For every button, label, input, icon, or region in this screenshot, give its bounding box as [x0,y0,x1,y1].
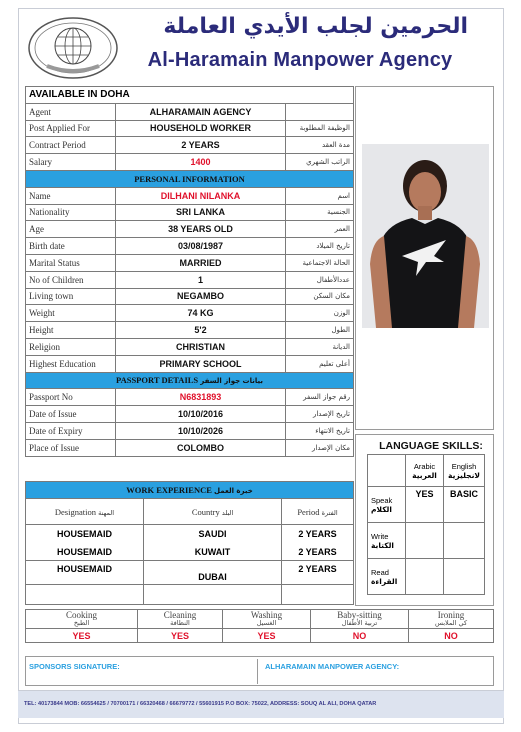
field-label-ar: الديانة [286,338,354,355]
passport-title-en: PASSPORT DETAILS [116,375,199,386]
work-country: DUBAI [144,561,282,585]
read-english-value [444,559,485,595]
skill-label: Washing [250,610,283,620]
skill-value: YES [223,629,311,643]
field-label-ar: تاريخ الميلاد [286,238,354,255]
lang-row-speak [368,487,406,523]
field-label: Weight [26,305,116,322]
work-country: KUWAIT [144,544,282,561]
marital-value: MARRIED [116,254,286,271]
work-title-en: WORK EXPERIENCE [126,485,212,495]
skill-cooking [26,610,138,629]
empty-cell [26,585,144,605]
period-header-ar: الفترة [321,508,338,517]
empty-cell [144,585,282,605]
field-label-ar: الطول [286,322,354,339]
field-label-ar: الوزن [286,305,354,322]
work-country: SAUDI [144,525,282,544]
lang-row-read [368,559,406,595]
lang-row-ar: القراءة [371,576,398,586]
weight-value: 74 KG [116,305,286,322]
field-label-ar: العمر [286,221,354,238]
table-row [26,120,354,137]
lang-col-en: English [451,461,477,471]
skill-value: NO [311,629,409,643]
signature-box [25,656,494,686]
field-label: Name [26,187,116,204]
skill-value: YES [138,629,223,643]
country-header-ar: البلد [221,508,234,517]
field-label: Date of Issue [26,406,116,423]
field-label: Marital Status [26,254,116,271]
work-designation: HOUSEMAID [26,544,144,561]
passport-no-value: N6831893 [116,389,286,406]
field-label: Place of Issue [26,439,116,456]
language-table [367,454,485,595]
lang-row-ar: الكلام [371,504,392,514]
table-row [26,338,354,355]
table-row [26,322,354,339]
work-period: 2 YEARS [282,544,354,561]
field-label: Highest Education [26,355,116,372]
agent-value: ALHARAMAIN AGENCY [116,103,286,120]
skill-label-ar: كي الملابس [434,619,468,627]
table-row [26,422,354,439]
skill-label: Ironing [437,610,465,620]
lang-col-english [444,455,485,487]
table-row [26,154,354,171]
post-value: HOUSEHOLD WORKER [116,120,286,137]
table-row [26,406,354,423]
lang-row-write [368,523,406,559]
skill-value: NO [409,629,494,643]
field-label-ar: مكان الإصدار [286,439,354,456]
field-label: Age [26,221,116,238]
skill-label: Cleaning [163,610,197,620]
designation-header [26,499,144,525]
work-period: 2 YEARS [282,525,354,544]
agency-signature-label: ALHARAMAIN MANPOWER AGENCY: [265,662,400,671]
table-row [26,137,354,154]
education-value: PRIMARY SCHOOL [116,355,286,372]
field-label: Religion [26,338,116,355]
work-title-ar: خبرة العمل [214,487,253,495]
table-row [26,389,354,406]
field-label: Nationality [26,204,116,221]
skill-washing [223,610,311,629]
speak-arabic-value: YES [406,487,444,523]
lang-col-arabic [406,455,444,487]
nationality-value: SRI LANKA [116,204,286,221]
field-label-ar: اسم [286,187,354,204]
field-label: Living town [26,288,116,305]
table-row [26,204,354,221]
write-english-value [444,523,485,559]
work-row [26,544,354,561]
period-header-en: Period [297,506,320,517]
section-personal-title: PERSONAL INFORMATION [26,170,354,187]
skill-label-ar: تربية الأطفال [341,619,378,627]
lang-col-ar: العربية [412,470,437,480]
age-value: 38 YEARS OLD [116,221,286,238]
table-row [26,288,354,305]
field-label-ar: مكان السكن [286,288,354,305]
field-label-ar: تاريخ الإصدار [286,406,354,423]
table-row [26,271,354,288]
salary-value: 1400 [116,154,286,171]
table-row [26,355,354,372]
field-label-ar: مدة العقد [286,137,354,154]
work-designation: HOUSEMAID [26,561,144,585]
lang-row-en: Write [371,531,389,541]
empty-cell [282,585,354,605]
lang-col-en: Arabic [413,461,436,471]
field-label-ar: تاريخ الانتهاء [286,422,354,439]
birthdate-value: 03/08/1987 [116,238,286,255]
skill-label: Cooking [65,610,97,620]
lang-col-ar: لانجليزية [448,470,480,480]
designation-header-en: Designation [54,506,96,517]
field-label: Height [26,322,116,339]
designation-header-ar: المهنة [98,508,115,517]
country-header [144,499,282,525]
period-header [282,499,354,525]
work-designation: HOUSEMAID [26,525,144,544]
footer-contact: TEL: 40173844 MOB: 66554625 / 70700171 / 66320468 / 66679772 / 55601915 P.O BOX: 75022, ADDRESS: SOUQ AL ALI, DOHA QATAR [24,701,377,707]
info-table [25,86,354,457]
field-label-ar: الحالة الاجتماعية [286,254,354,271]
candidate-photo [362,144,489,328]
title-arabic: الحرمين لجلب الأيدي العاملة [163,14,468,39]
skill-label-ar: النظافة [170,619,190,627]
work-experience-table [25,481,354,605]
passport-title-ar: بيانات جواز السفر [200,377,263,386]
write-arabic-value [406,523,444,559]
available-label: AVAILABLE IN DOHA [26,87,354,104]
field-label: Contract Period [26,137,116,154]
skill-ironing [409,610,494,629]
globe-logo-icon [27,16,119,80]
field-label-ar: الوظيفة المطلوبة [286,120,354,137]
issue-date-value: 10/10/2016 [116,406,286,423]
section-work-title [26,482,354,499]
table-row [26,187,354,204]
table-row [26,238,354,255]
lang-row-en: Read [371,567,389,577]
read-arabic-value [406,559,444,595]
religion-value: CHRISTIAN [116,338,286,355]
skill-label-ar: الطبخ [73,619,90,627]
lang-row-en: Speak [371,495,393,505]
work-row [26,561,354,585]
field-label-ar: الراتب الشهري [286,154,354,171]
skill-label: Baby-sitting [337,610,382,620]
place-of-issue-value: COLOMBO [116,439,286,456]
field-label: Salary [26,154,116,171]
field-label-ar: رقم جواز السفر [286,389,354,406]
signature-divider [257,659,258,684]
table-row [26,221,354,238]
section-passport-title [26,372,354,389]
sponsor-signature-label: SPONSORS SIGNATURE: [29,662,120,671]
skills-table [25,609,494,643]
field-label-ar: عددالأطفال [286,271,354,288]
empty-cell [368,455,406,487]
children-value: 1 [116,271,286,288]
name-value: DILHANI NILANKA [116,187,286,204]
title-english: Al-Haramain Manpower Agency [147,49,453,71]
table-row [26,439,354,456]
lang-row-ar: الكتابة [371,540,394,550]
field-label: Date of Expiry [26,422,116,439]
work-row [26,525,354,544]
height-value: 5'2 [116,322,286,339]
field-label: No of Children [26,271,116,288]
field-label-ar: الجنسية [286,204,354,221]
contract-value: 2 YEARS [116,137,286,154]
work-period: 2 YEARS [282,561,354,585]
country-header-en: Country [191,506,220,517]
field-label: Post Applied For [26,120,116,137]
field-label: Agent [26,103,116,120]
skill-label-ar: الغسيل [256,619,277,627]
table-row [26,305,354,322]
table-row [26,254,354,271]
skill-babysitting [311,610,409,629]
field-label: Passport No [26,389,116,406]
field-label-ar [286,103,354,120]
skill-cleaning [138,610,223,629]
table-row [26,103,354,120]
skill-value: YES [26,629,138,643]
field-label: Birth date [26,238,116,255]
expiry-date-value: 10/10/2026 [116,422,286,439]
field-label-ar: أعلى تعليم [286,355,354,372]
speak-english-value: BASIC [444,487,485,523]
language-title: LANGUAGE SKILLS: [379,440,483,452]
town-value: NEGAMBO [116,288,286,305]
